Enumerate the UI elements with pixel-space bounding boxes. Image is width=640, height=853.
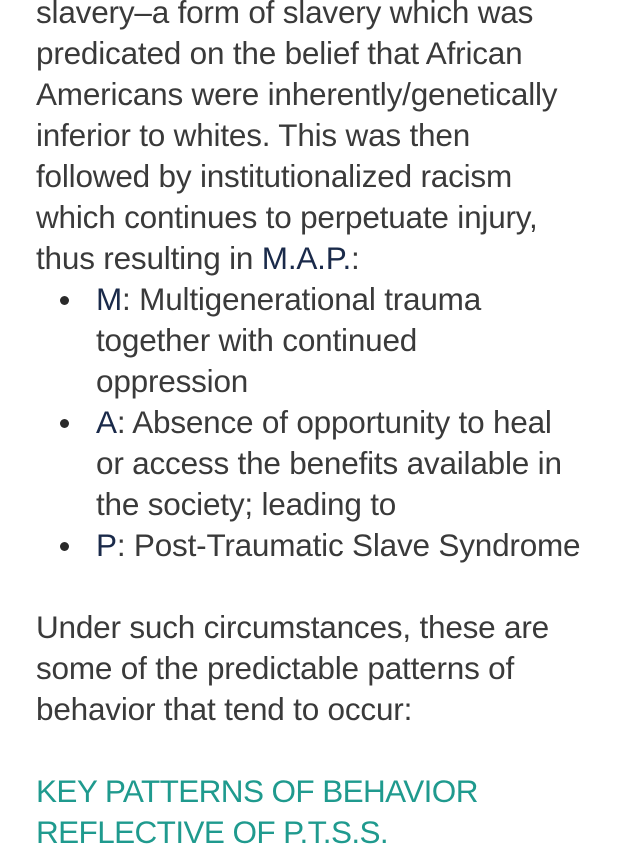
list-text: Post-Traumatic Slave Syndrome [125,527,581,563]
heading-line: KEY PATTERNS OF BEHAVIOR [36,773,478,809]
list-line: oppression [96,363,249,399]
conclusion-line: behavior that tend to occur: [36,691,413,727]
list-item-a [96,402,626,525]
list-line [96,279,626,320]
section-heading [36,771,626,853]
conclusion-paragraph [36,607,626,730]
list-separator: : [116,404,126,440]
list-line: or access the benefits available in [96,445,562,481]
bullet-icon [60,296,69,305]
intro-last-suffix: : [351,240,360,276]
intro-paragraph [36,0,626,279]
list-separator: : [122,281,131,317]
list-letter: A [96,404,117,440]
list-letter: P [96,527,117,563]
bullet-icon [60,419,69,428]
conclusion-line: some of the predictable patterns of [36,650,515,686]
list-item-m [96,279,626,402]
list-text: Multigenerational trauma [130,281,482,317]
intro-last-line [36,238,626,279]
map-acronym: M.A.P. [261,240,352,276]
list-line [96,402,626,443]
intro-line: Americans were inherently/genetically [36,76,558,112]
list-line [96,525,626,566]
article-body [36,0,626,853]
map-list [36,279,626,566]
list-letter: M [96,281,123,317]
intro-line: slavery–a form of slavery which was [36,0,534,30]
intro-last-prefix: thus resulting in [36,240,262,276]
bullet-icon [60,542,69,551]
intro-line: predicated on the belief that African [36,35,523,71]
list-line: the society; leading to [96,486,397,522]
list-text: Absence of opportunity to heal [125,404,552,440]
heading-line: REFLECTIVE OF P.T.S.S. [36,814,389,850]
list-item-p [96,525,626,566]
list-separator: : [116,527,126,563]
conclusion-line: Under such circumstances, these are [36,609,549,645]
intro-line: which continues to perpetuate injury, [36,199,538,235]
list-line: together with continued [96,322,418,358]
intro-line: inferior to whites. This was then [36,117,471,153]
intro-line: followed by institutionalized racism [36,158,513,194]
